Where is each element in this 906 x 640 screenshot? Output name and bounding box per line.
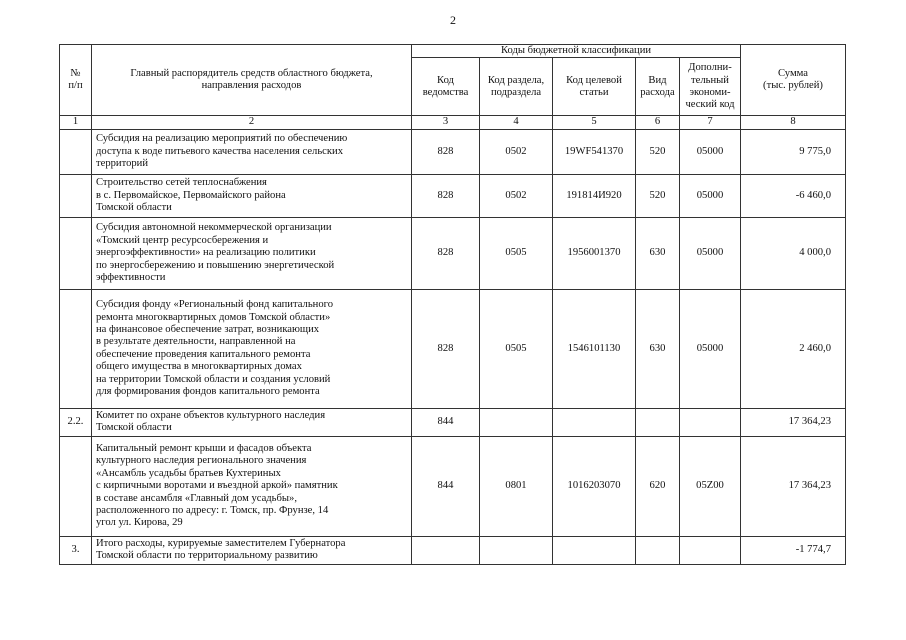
row-description: Капитальный ремонт крыши и фасадов объекта культурного наследия регионального значения «Ансамбль усадьбы братьев Кухтериных с кирпичными воротами и въездной аркой» памятник в составе ансамбля «Главный дом усадьбы», расположенного по адресу: г. Томск, пр. Фрунзе, 14 угол ул. Кирова, 29 [92, 436, 412, 536]
row-sum: -1 774,7 [741, 536, 846, 564]
header-sum: Сумма (тыс. рублей) [741, 45, 846, 116]
header-num: № п/п [60, 45, 92, 116]
row-type-code: 630 [636, 217, 680, 289]
row-dept-code: 844 [412, 436, 480, 536]
row-econ-code: 05000 [680, 217, 741, 289]
row-description: Итого расходы, курируемые заместителем Губернатора Томской области по территориальному развитию [92, 536, 412, 564]
row-econ-code: 05000 [680, 289, 741, 408]
row-sum: -6 460,0 [741, 174, 846, 217]
row-section-code: 0505 [480, 289, 553, 408]
row-type-code: 620 [636, 436, 680, 536]
row-target-code [553, 408, 636, 436]
row-type-code: 520 [636, 129, 680, 174]
row-target-code [553, 536, 636, 564]
row-type-code: 630 [636, 289, 680, 408]
column-number: 4 [480, 116, 553, 129]
header-codes-group: Коды бюджетной классификации [412, 45, 741, 58]
row-econ-code: 05000 [680, 129, 741, 174]
row-section-code [480, 408, 553, 436]
row-target-code: 1546101130 [553, 289, 636, 408]
row-sum: 17 364,23 [741, 436, 846, 536]
row-description: Субсидия на реализацию мероприятий по обеспечению доступа к воде питьевого качества населения сельских территорий [92, 129, 412, 174]
row-target-code: 19WF541370 [553, 129, 636, 174]
row-type-code [636, 536, 680, 564]
column-number: 5 [553, 116, 636, 129]
row-number [60, 436, 92, 536]
header-type: Вид расхода [636, 58, 680, 116]
table-row [60, 408, 846, 436]
row-type-code [636, 408, 680, 436]
header-dept: Код ведомства [412, 58, 480, 116]
row-dept-code [412, 536, 480, 564]
budget-table [59, 44, 846, 565]
row-dept-code: 828 [412, 289, 480, 408]
row-description: Строительство сетей теплоснабжения в с. Первомайское, Первомайского района Томской области [92, 174, 412, 217]
row-econ-code: 05000 [680, 174, 741, 217]
column-number: 7 [680, 116, 741, 129]
row-target-code: 191814И920 [553, 174, 636, 217]
row-number [60, 289, 92, 408]
header-main: Главный распорядитель средств областного бюджета, направления расходов [92, 45, 412, 116]
row-number: 3. [60, 536, 92, 564]
row-number: 2.2. [60, 408, 92, 436]
table-header [60, 45, 846, 130]
row-sum: 2 460,0 [741, 289, 846, 408]
row-description: Комитет по охране объектов культурного наследия Томской области [92, 408, 412, 436]
row-dept-code: 828 [412, 174, 480, 217]
column-number: 3 [412, 116, 480, 129]
table-row [60, 217, 846, 289]
row-target-code: 1016203070 [553, 436, 636, 536]
row-sum: 9 775,0 [741, 129, 846, 174]
row-description: Субсидия автономной некоммерческой организации «Томский центр ресурсосбережения и энергоэффективности» на реализацию политики по энергосбережению и повышению энергетической эффективности [92, 217, 412, 289]
row-target-code: 1956001370 [553, 217, 636, 289]
column-number: 8 [741, 116, 846, 129]
column-number: 6 [636, 116, 680, 129]
table-body [60, 129, 846, 564]
row-section-code [480, 536, 553, 564]
row-econ-code [680, 536, 741, 564]
column-number: 1 [60, 116, 92, 129]
row-dept-code: 828 [412, 129, 480, 174]
row-number [60, 174, 92, 217]
table-row [60, 289, 846, 408]
table-row [60, 436, 846, 536]
row-section-code: 0801 [480, 436, 553, 536]
header-section: Код раздела, подраздела [480, 58, 553, 116]
page-number: 2 [450, 13, 456, 27]
header-target: Код целевой статьи [553, 58, 636, 116]
column-number: 2 [92, 116, 412, 129]
table-row [60, 174, 846, 217]
table-row [60, 129, 846, 174]
row-sum: 17 364,23 [741, 408, 846, 436]
row-sum: 4 000,0 [741, 217, 846, 289]
table-row [60, 536, 846, 564]
row-number [60, 217, 92, 289]
row-type-code: 520 [636, 174, 680, 217]
row-econ-code: 05Z00 [680, 436, 741, 536]
row-dept-code: 828 [412, 217, 480, 289]
column-number-row [60, 116, 846, 129]
header-econ: Дополни- тельный экономи- ческий код [680, 58, 741, 116]
row-econ-code [680, 408, 741, 436]
row-section-code: 0502 [480, 174, 553, 217]
row-section-code: 0505 [480, 217, 553, 289]
row-number [60, 129, 92, 174]
row-description: Субсидия фонду «Региональный фонд капитального ремонта многоквартирных домов Томской области» на финансовое обеспечение затрат, возникающих в результате деятельности, направленной на обеспечение проведения капитального ремонта общего имущества в многоквартирных домах на территории Томской области и создания условий для формирования фондов капитального ремонта [92, 289, 412, 408]
row-section-code: 0502 [480, 129, 553, 174]
row-dept-code: 844 [412, 408, 480, 436]
